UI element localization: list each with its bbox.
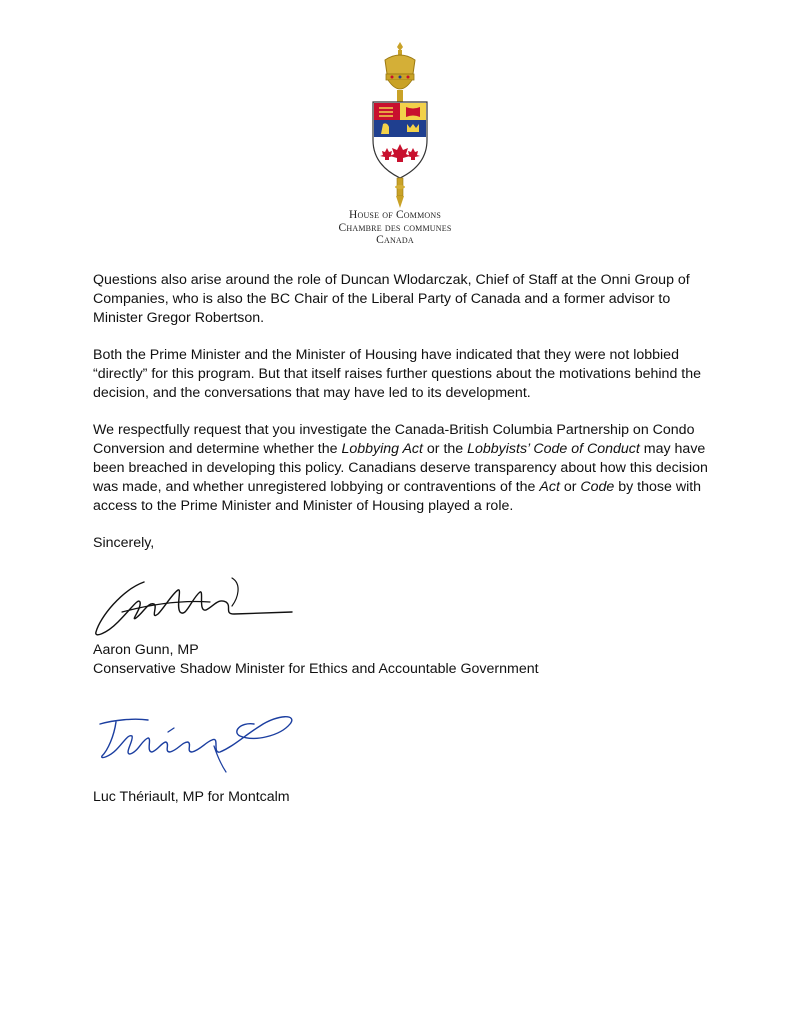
letter-body <box>93 271 713 571</box>
letterhead-line-2: Chambre des communes <box>338 221 452 234</box>
signatory-2-name: Luc Thériault, MP for Montcalm <box>93 789 290 805</box>
closing: Sincerely, <box>93 535 155 551</box>
luc-theriault-signature <box>94 706 299 778</box>
letterhead-line-1: House of Commons <box>348 209 442 221</box>
paragraph-not-lobbied: Both the Prime Minister and the Minister of Housing have indicated that they were not lobbied “directly” for this program. But that itself raises further questions about the motivations behind the decision, and the conversations that may have led to its development. <box>93 347 701 401</box>
request-text-4: or <box>559 479 581 495</box>
request-text-1: We respectfully request that you investigate the Canada-British Columbia Partnership on Condo Conversion and determine whether the <box>93 422 695 457</box>
code-italic: Code <box>580 479 615 495</box>
act-italic: Act <box>539 479 560 495</box>
house-of-commons-crest-icon <box>355 40 445 210</box>
code-of-conduct-italic: Lobbyists’ Code of Conduct <box>467 441 640 457</box>
request-text-2: or the <box>422 441 468 457</box>
letterhead <box>295 209 495 247</box>
paragraph-request <box>93 421 713 516</box>
request-text-3: may have been breached in developing this policy. Canadians deserve transparency about how this decision was made, and whether unregistered lobbying or contraventions of the <box>93 441 708 495</box>
signatory-1-name: Aaron Gunn, MP <box>93 642 199 658</box>
aaron-gunn-signature <box>92 572 297 642</box>
signatory-1-title: Conservative Shadow Minister for Ethics and Accountable Government <box>93 661 539 677</box>
request-text-5: by those with access to the Prime Minister and Minister of Housing played a role. <box>93 479 702 514</box>
lobbying-act-italic: Lobbying Act <box>341 441 423 457</box>
paragraph-wlodarczak: Questions also arise around the role of Duncan Wlodarczak, Chief of Staff at the Onni Group of Companies, who is also the BC Chair of the Liberal Party of Canada and a former advisor to Minister Gregor Robertson. <box>93 272 690 326</box>
letterhead-line-3: Canada <box>376 234 414 246</box>
